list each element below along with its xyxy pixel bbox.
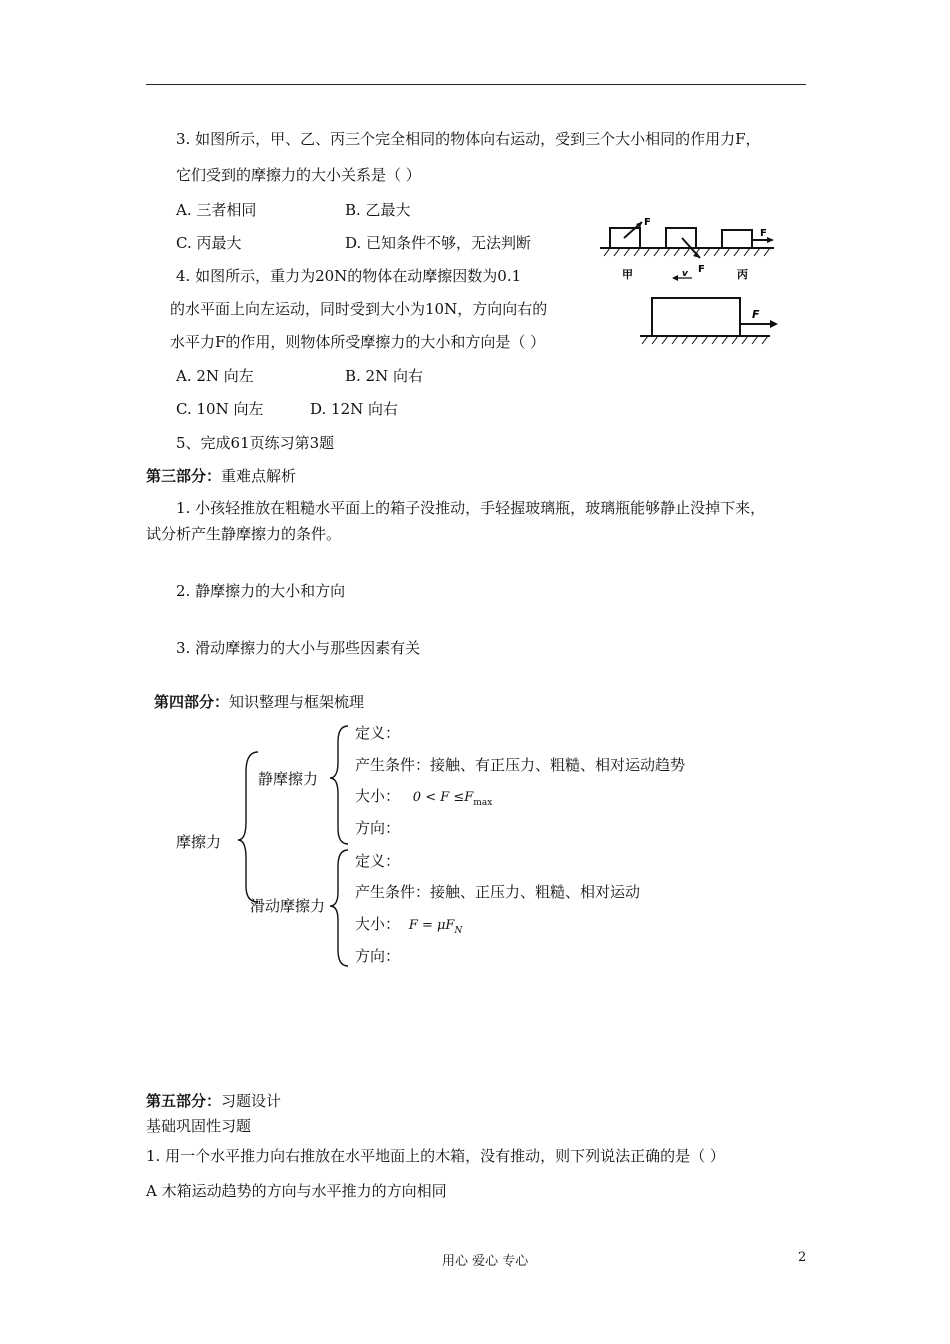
kinetic-friction-label: 滑动摩擦力 [250, 897, 326, 915]
kinetic-direction: 方向： [355, 947, 401, 965]
static-definition: 定义： [355, 724, 401, 742]
part3-item3: 3. 滑动摩擦力的大小与那些因素有关 [176, 639, 421, 657]
part5-title: 习题设计 [221, 1092, 282, 1110]
q4-figure [636, 294, 786, 352]
q3-option-a: A. 三者相同 [176, 201, 257, 219]
part5-heading-label: 第五部分： [146, 1092, 222, 1110]
q3-force-label-yi: F [698, 264, 705, 275]
q3-option-b: B. 乙最大 [345, 201, 411, 219]
q3-figure [596, 212, 786, 282]
part3-heading [146, 465, 296, 486]
static-direction: 方向： [355, 819, 401, 837]
static-size-sub: max [473, 798, 493, 808]
block-yi [666, 228, 696, 248]
page-number: 2 [798, 1250, 807, 1265]
kinetic-brace [330, 850, 348, 966]
q4-option-a: A. 2N 向左 [176, 367, 254, 385]
part3-item2: 2. 静摩擦力的大小和方向 [176, 582, 346, 600]
part3-title: 重难点解析 [221, 467, 297, 485]
part4-heading-label: 第四部分： [154, 693, 230, 711]
part5-heading [146, 1090, 281, 1111]
part3-item1-line2: 试分析产生静摩擦力的条件。 [146, 525, 342, 543]
block-bing [722, 230, 752, 248]
part5-q1: 1. 用一个水平推力向右推放在水平地面上的木箱，没有推动，则下列说法正确的是（ ） [146, 1147, 725, 1165]
q4-line2: 的水平面上向左运动，同时受到大小为10N，方向向右的 [170, 300, 548, 318]
static-condition: 产生条件：接触、有正压力、粗糙、相对运动趋势 [355, 756, 686, 774]
static-friction-label: 静摩擦力 [258, 770, 319, 788]
q4-option-d: D. 12N 向右 [310, 400, 399, 418]
static-size-label: 大小： [355, 787, 401, 805]
q4-block [652, 298, 740, 336]
part4-title: 知识整理与框架梳理 [229, 693, 365, 711]
static-brace [330, 726, 348, 844]
q3-option-c: C. 丙最大 [176, 234, 242, 252]
q4-force-label: F [752, 308, 760, 321]
q4-option-b: B. 2N 向右 [345, 367, 423, 385]
q4-line1: 4. 如图所示，重力为20N的物体在动摩擦因数为0.1 [176, 267, 522, 285]
kinetic-definition: 定义： [355, 852, 401, 870]
kinetic-condition: 产生条件：接触、正压力、粗糙、相对运动 [355, 883, 641, 901]
part3-item1-line1: 1. 小孩轻推放在粗糙水平面上的箱子没推动，手轻握玻璃瓶，玻璃瓶能够静止没掉下来， [176, 499, 766, 517]
q5-text: 5、完成61页练习第3题 [176, 434, 335, 452]
q3-force-label-jia: F [644, 217, 651, 228]
q3-velocity-label: v [682, 269, 688, 279]
footer-center: 用心 爱心 专心 [442, 1254, 529, 1269]
q3-label-jia: 甲 [622, 268, 633, 281]
part4-heading [154, 691, 364, 712]
kinetic-size-label: 大小： [355, 915, 401, 933]
q3-force-label-bing: F [760, 228, 767, 239]
static-size [355, 785, 492, 808]
header-rule [146, 84, 806, 85]
part5-subtitle: 基础巩固性习题 [146, 1117, 252, 1135]
kinetic-size-sub: N [454, 926, 463, 936]
concept-map-braces [236, 722, 356, 972]
part5-q1-option-a: A 木箱运动趋势的方向与水平推力的方向相同 [146, 1182, 447, 1200]
kinetic-size [355, 913, 462, 936]
q4-line3: 水平力F的作用，则物体所受摩擦力的大小和方向是（ ） [170, 333, 546, 351]
q4-option-c: C. 10N 向左 [176, 400, 264, 418]
part3-heading-label: 第三部分： [146, 467, 222, 485]
root-brace [238, 752, 258, 902]
q3-label-bing: 丙 [737, 268, 748, 281]
concept-root: 摩擦力 [176, 833, 222, 851]
kinetic-size-formula: F = μF [408, 918, 455, 933]
q3-option-d: D. 已知条件不够，无法判断 [345, 234, 532, 252]
q3-line2: 它们受到的摩擦力的大小关系是（ ） [176, 166, 421, 184]
static-size-formula: 0 < F ≤F [412, 790, 474, 805]
q3-line1: 3. 如图所示，甲、乙、丙三个完全相同的物体向右运动，受到三个大小相同的作用力F， [176, 130, 761, 148]
